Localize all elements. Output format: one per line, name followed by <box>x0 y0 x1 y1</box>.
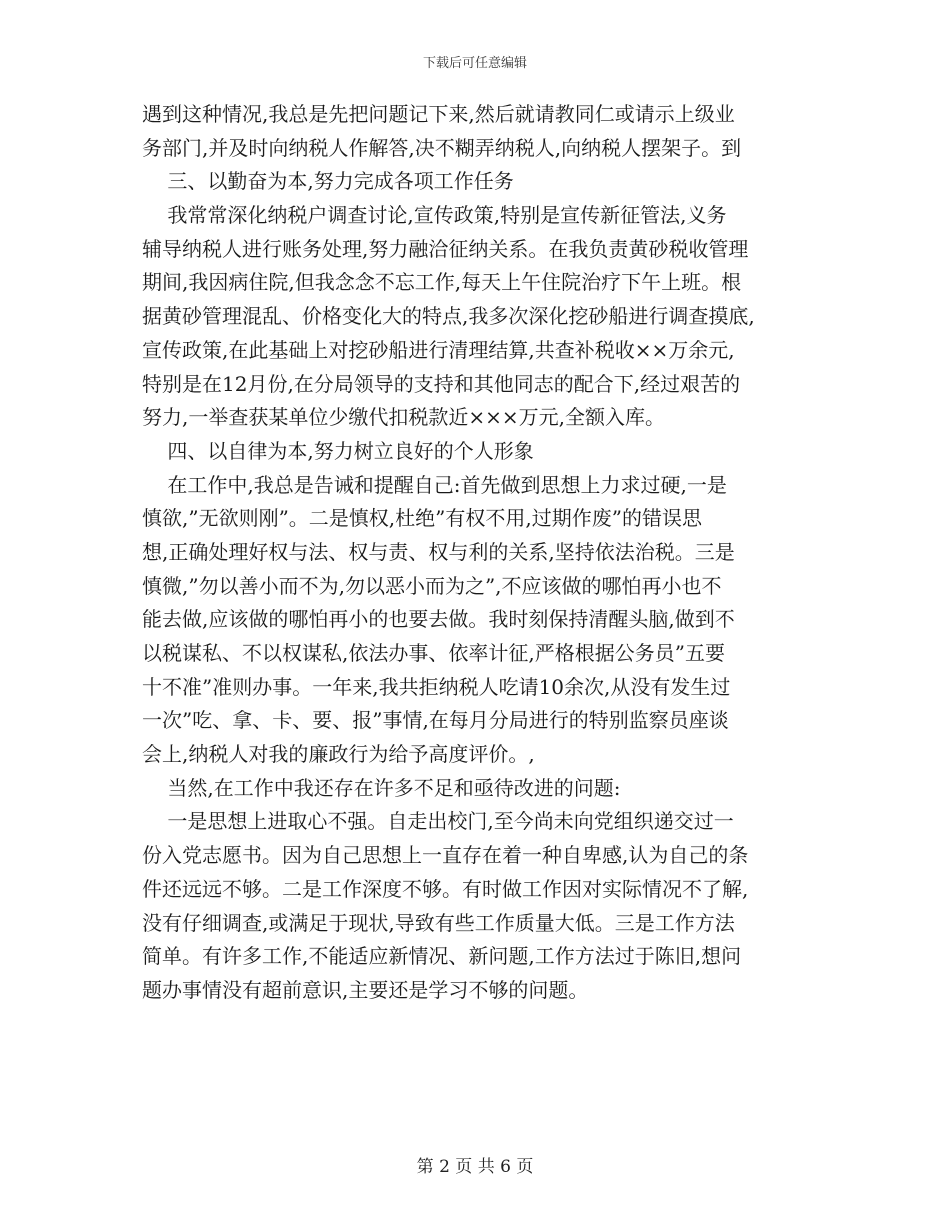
text-line: 在工作中,我总是告诫和提醒自己:首先做到思想上力求过硬,一是 <box>142 472 727 497</box>
text-line: 务部门,并及时向纳税人作解答,决不糊弄纳税人,向纳税人摆架子。到 <box>142 135 742 160</box>
text-line: 想,正确处理好权与法、权与责、权与利的关系,坚持依法治税。三是 <box>142 539 735 564</box>
text-line: 据黄砂管理混乱、价格变化大的特点,我多次深化挖砂船进行调查摸底, <box>142 304 755 329</box>
document-body <box>142 98 812 1008</box>
text-line: 一次”吃、拿、卡、要、报”事情,在每月分局进行的特别监察员座谈 <box>142 708 729 733</box>
text-line: 宣传政策,在此基础上对挖砂船进行清理结算,共查补税收××万余元, <box>142 337 735 362</box>
text-line: 十不准”准则办事。一年来,我共拒纳税人吃请10余次,从没有发生过 <box>142 674 731 699</box>
text-line: 简单。有许多工作,不能适应新情况、新问题,工作方法过于陈旧,想问 <box>142 944 742 969</box>
text-line: 一是思想上进取心不强。自走出校门,至今尚未向党组织递交过一 <box>142 809 734 834</box>
text-line: 会上,纳税人对我的廉政行为给予高度评价。, <box>142 742 535 767</box>
text-line: 期间,我因病住院,但我念念不忘工作,每天上午住院治疗下午上班。根 <box>142 270 742 295</box>
page-footer: 第 2 页 共 6 页 <box>416 1157 534 1177</box>
text-line: 题办事情没有超前意识,主要还是学习不够的问题。 <box>142 977 589 1002</box>
text-line: 慎欲,”无欲则刚”。二是慎权,杜绝”有权不用,过期作废”的错误思 <box>142 506 702 531</box>
text-line: 份入党志愿书。因为自己思想上一直存在着一种自卑感,认为自己的条 <box>142 843 749 868</box>
text-line: 辅导纳税人进行账务处理,努力融洽征纳关系。在我负责黄砂税收管理 <box>142 236 749 261</box>
text-line: 能去做,应该做的哪怕再小的也要去做。我时刻保持清醒头脑,做到不 <box>142 607 735 632</box>
text-line: 当然,在工作中我还存在许多不足和亟待改进的问题: <box>142 775 621 800</box>
text-line: 没有仔细调查,或满足于现状,导致有些工作质量大低。三是工作方法 <box>142 910 735 935</box>
text-line: 努力,一举查获某单位少缴代扣税款近×××万元,全额入库。 <box>142 405 665 430</box>
page-header: 下载后可任意编辑 <box>422 56 527 71</box>
text-line: 件还远远不够。二是工作深度不够。有时做工作因对实际情况不了解, <box>142 876 749 901</box>
text-line: 以税谋私、不以权谋私,依法办事、依率计征,严格根据公务员”五要 <box>142 641 725 665</box>
text-line: 慎微,”勿以善小而不为,勿以恶小而为之”,不应该做的哪怕再小也不 <box>142 573 722 598</box>
section-heading: 三、以勤奋为本,努力完成各项工作任务 <box>142 169 514 194</box>
text-line: 特别是在12月份,在分局领导的支持和其他同志的配合下,经过艰苦的 <box>142 371 741 396</box>
text-line: 遇到这种情况,我总是先把问题记下来,然后就请教同仁或请示上级业 <box>142 102 735 126</box>
section-heading: 四、以自律为本,努力树立良好的个人形象 <box>142 438 534 463</box>
text-line: 我常常深化纳税户调查讨论,宣传政策,特别是宣传新征管法,义务 <box>142 203 727 228</box>
